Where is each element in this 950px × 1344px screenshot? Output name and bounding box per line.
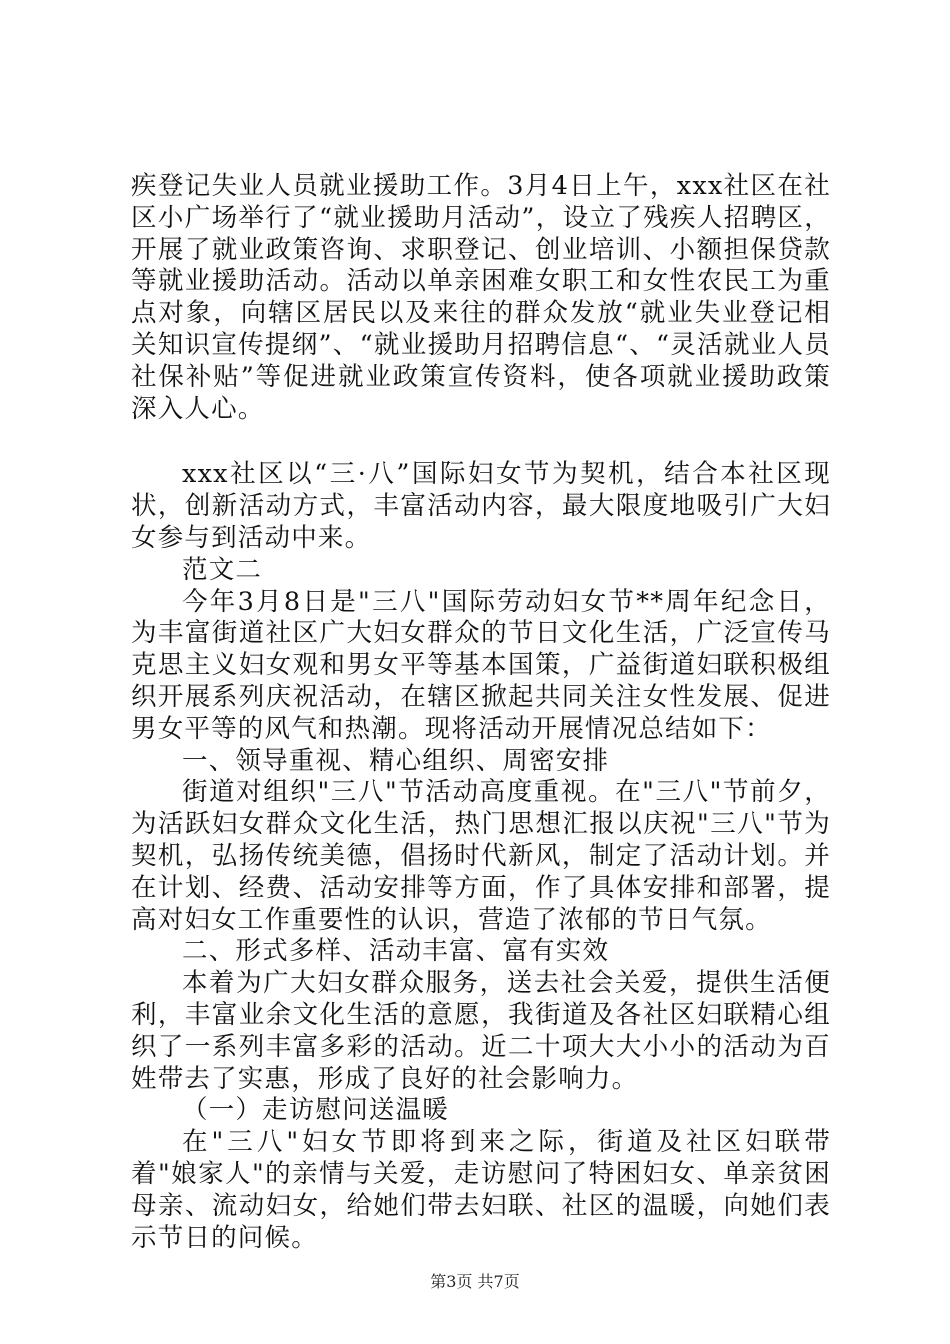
paragraph-gap xyxy=(131,425,831,459)
section-heading-sample-two: 范文二 xyxy=(182,554,263,585)
paragraph-womens-day-intro: xxx社区以“三·八”国际妇女节为契机，结合本社区现状，创新活动方式，丰富活动内容，最大限度地吸引广大妇女参与到活动中来。 xyxy=(131,459,831,553)
paragraph-leadership: 街道对组织"三八"节活动高度重视。在"三八"节前夕，为活跃妇女群众文化生活，热门思想汇报以庆祝"三八"节为契机，弘扬传统美德，倡扬时代新风，制定了活动计划。并在计划、经费、活动安排等方面，作了具体安排和部署，提高对妇女工作重要性的认识，营造了浓郁的节日气氛。 xyxy=(131,777,831,935)
subsection-heading-visits: （一）走访慰问送温暖 xyxy=(182,1095,450,1126)
section-heading-leadership: 一、领导重视、精心组织、周密安排 xyxy=(182,745,610,776)
paragraph-employment-assistance: 疾登记失业人员就业援助工作。3月4日上午，xxx社区在社区小广场举行了“就业援助月活动”，设立了残疾人招聘区，开展了就业政策咨询、求职登记、创业培训、小额担保贷款等就业援助活动。活动以单亲困难女职工和女性农民工为重点对象，向辖区居民以及来往的群众发放“就业失业登记相关知识宣传提纲”、“就业援助月招聘信息“、“灵活就业人员社保补贴”等促进就业政策宣传资料，使各项就业援助政策深入人心。 xyxy=(131,171,831,424)
document-body xyxy=(131,171,831,1254)
paragraph-summary-intro: 今年3月8日是"三八"国际劳动妇女节**周年纪念日，为丰富街道社区广大妇女群众的节日文化生活，广泛宣传马克思主义妇女观和男女平等基本国策，广益街道妇联积极组织开展系列庆祝活动，在辖区掀起共同关注女性发展、促进男女平等的风气和热潮。现将活动开展情况总结如下： xyxy=(131,586,831,744)
section-heading-activities: 二、形式多样、活动丰富、富有实效 xyxy=(182,936,610,967)
paragraph-visits: 在"三八"妇女节即将到来之际，街道及社区妇联带着"娘家人"的亲情与关爱，走访慰问了特困妇女、单亲贫困母亲、流动妇女，给她们带去妇联、社区的温暖，向她们表示节日的问候。 xyxy=(131,1127,831,1253)
page-number-footer: 第3页 共7页 xyxy=(430,1272,520,1291)
paragraph-activities: 本着为广大妇女群众服务，送去社会关爱，提供生活便利，丰富业余文化生活的意愿，我街道及各社区妇联精心组织了一系列丰富多彩的活动。近二十项大大小小的活动为百姓带去了实惠，形成了良好的社会影响力。 xyxy=(131,968,831,1094)
